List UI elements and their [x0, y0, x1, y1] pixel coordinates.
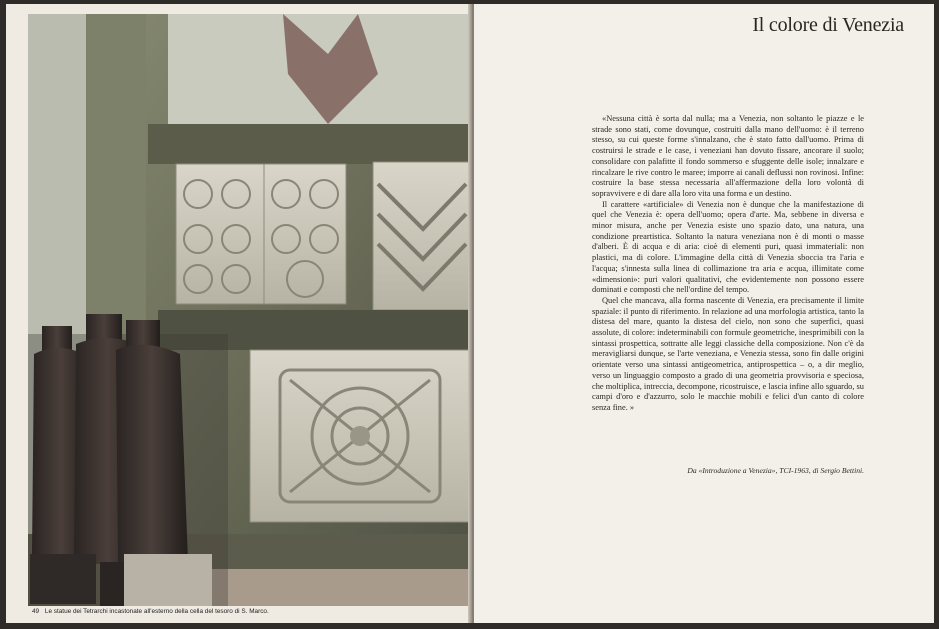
- paragraph: «Nessuna città è sorta dal nulla; ma a Venezia, non soltanto le piazze e le strade sono stati, come dovunque, costruiti dalla mano dell'uomo: è il terreno stesso, su cui queste forme s'innalzano, che è stato fatto dall'uomo. Prima di costruirsi le strade e le case, i veneziani han dovuto fissare, ancorare il suolo; consolidare con palafitte il fondo sommerso e sfuggente delle isole; innalzare e rincalzare le rive contro le maree; imporre ai canali deflussi non rovinosi. Infine: costruire la base stessa necessaria all'affermazione della loro volontà di sopravvivere e di dare alla loro vita una forma e un destino.: [592, 114, 864, 198]
- caption-text: Le statue dei Tetrarchi incastonate all'esterno della cella del tesoro di S. Marco.: [44, 608, 269, 615]
- page-title: Il colore di Venezia: [752, 14, 904, 36]
- paragraph: Quel che mancava, alla forma nascente di Venezia, era precisamente il limite spaziale: il punto di riferimento. In relazione ad una morfologia artistica, tanto la distesa del mare, quanto la distesa del cielo, non sono che superfici, quasi assolute, di colore: indeterminabili con formule geometriche, inesprimibili con la sintassi prospettica, sottratte alle leggi classiche della composizione. Non c'è da meravigliarsi dunque, se l'arte veneziana, e Venezia stessa, sono fin dalle origini orientate verso una sintassi antigeometrica, antiprospettica – o, a dir meglio, verso un linguaggio composto a grado di una geometria provvisoria e speciosa, che moltiplica, intreccia, decompone, ricostruisce, e lascia infine allo sguardo, su campi d'oro e d'azzurro, solo le macchie mobili e felici d'un canto di colore senza fine. »: [592, 295, 864, 412]
- quoted-text: [592, 114, 864, 414]
- left-page: [6, 4, 470, 623]
- source-citation: Da «Introduzione a Venezia», TCI-1963, di Sergio Bettini.: [687, 466, 864, 475]
- tetrarchs-photo: [28, 14, 472, 606]
- paragraph: Il carattere «artificiale» di Venezia non è dunque che la manifestazione di quel che Venezia è: opera dell'uomo; opera d'arte. Ma, sebbene in diversa e minor misura, anche per Venezia esiste uno spazio dato, una natura, una condizione preartistica. Soltanto la natura veneziana non è di monti o masse d'alberi. È di acqua e di aria: cioè di elementi puri, quasi immateriali: non plastici, ma di colore. L'immagine della città di Venezia sboccia tra l'aria e l'acqua; s'innesta sulla linea di collimazione tra aria e acqua, illimitate come «dimensioni»: puri valori qualitativi, che evidentemente non possono essere dominati e composti che nell'ordine del tempo.: [592, 199, 864, 295]
- photo-caption: [32, 608, 472, 615]
- right-page: [474, 4, 934, 623]
- caption-number: 49: [32, 608, 40, 615]
